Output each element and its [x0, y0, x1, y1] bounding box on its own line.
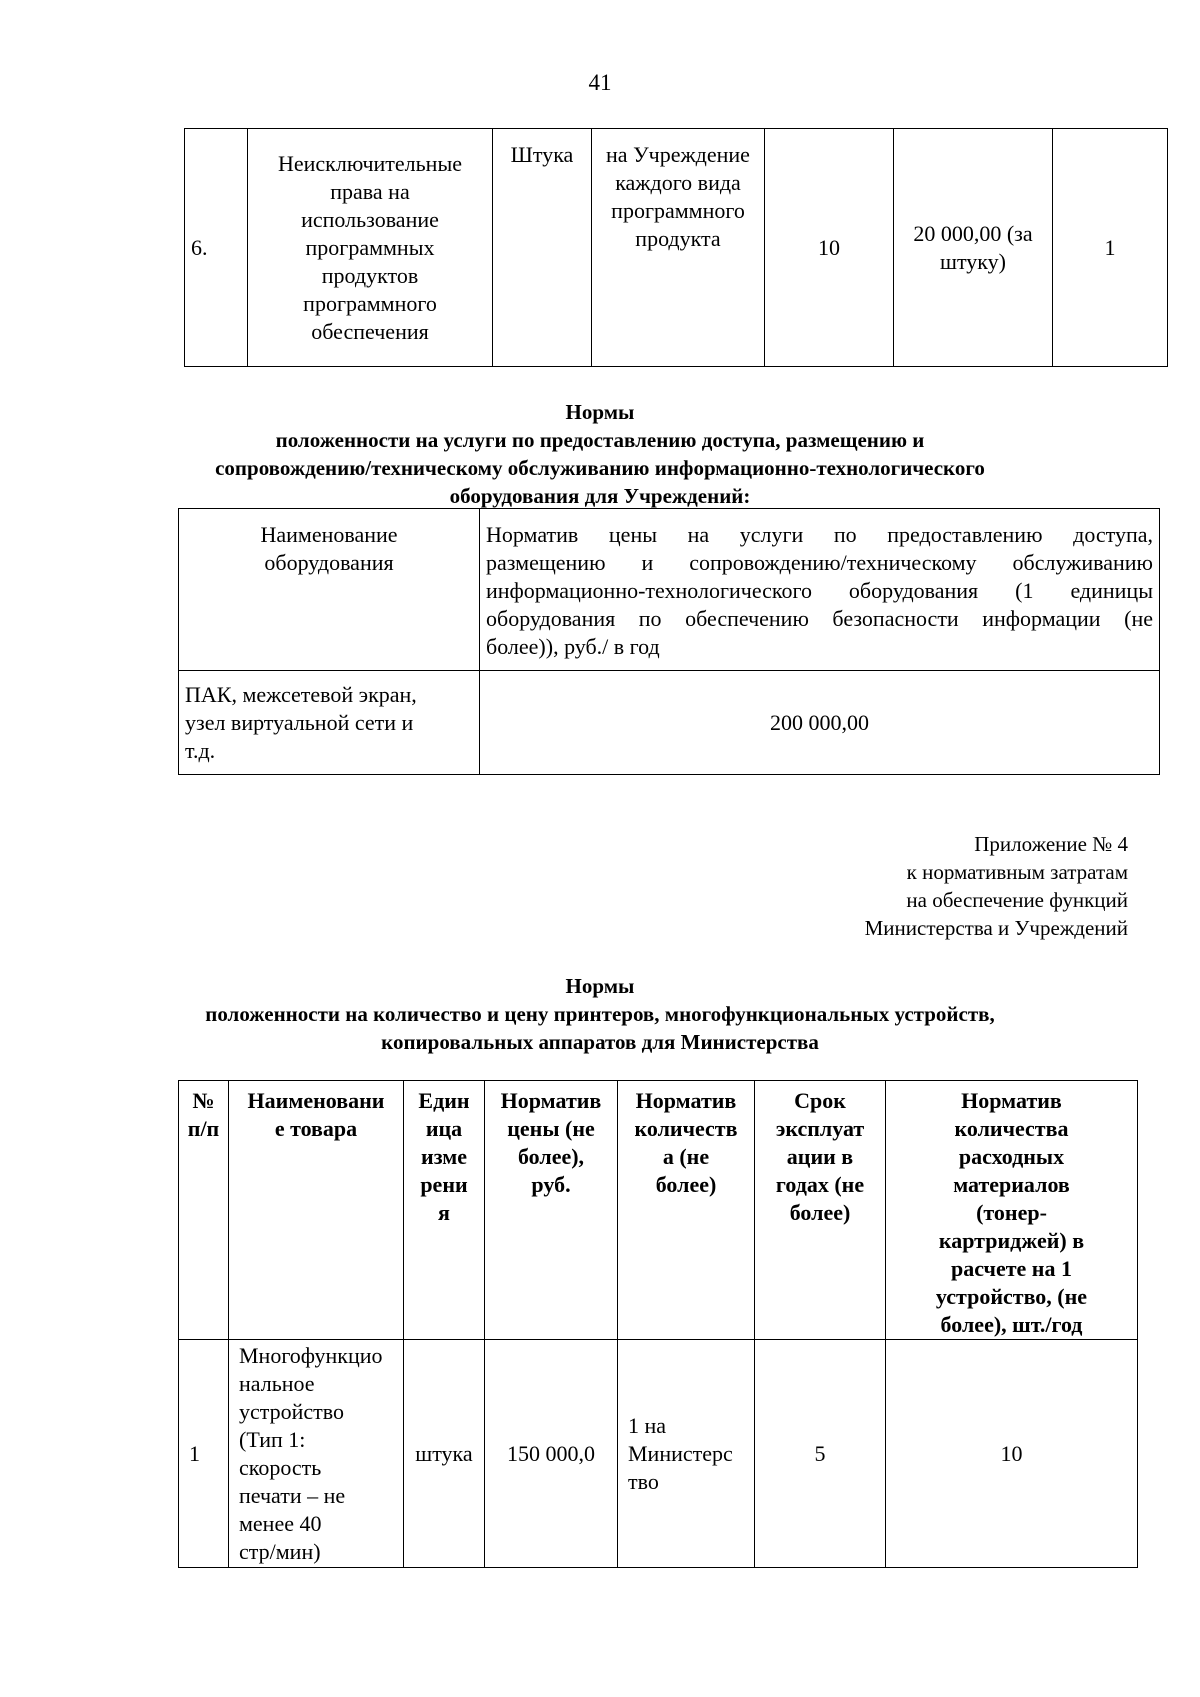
row-number: 6.	[185, 129, 248, 367]
price: 20 000,00 (за штуку)	[894, 129, 1053, 367]
header-quantity-norm: Норматив количеств а (не более)	[618, 1081, 755, 1340]
item-name: Неисключительные права на использование программных продуктов программного обеспечения	[248, 129, 493, 367]
cartridges: 10	[886, 1340, 1138, 1568]
equipment-price: 200 000,00	[480, 671, 1160, 775]
service-life: 5	[755, 1340, 886, 1568]
table-row	[179, 1340, 1138, 1568]
table-row	[179, 671, 1160, 775]
equipment-name: ПАК, межсетевой экран, узел виртуальной сети и т.д.	[179, 671, 480, 775]
unit: Штука	[493, 129, 592, 367]
section3-heading: Нормы положенности на количество и цену принтеров, многофункциональных устройств, копировальных аппаратов для Министерства	[205, 974, 995, 1054]
header-unit: Един ица изме рени я	[404, 1081, 485, 1340]
unit: штука	[404, 1340, 485, 1568]
header-service-life: Срок эксплуат ации в годах (не более)	[755, 1081, 886, 1340]
software-rights-table	[184, 128, 1168, 367]
quantity: 10	[765, 129, 894, 367]
table-header-row	[179, 1081, 1138, 1340]
header-product-name: Наименовани е товара	[229, 1081, 404, 1340]
header-price-norm: Норматив цены (не более), руб.	[485, 1081, 618, 1340]
header-price-norm: Норматив цены на услуги по предоставлению доступа, размещению и сопровождению/техническому обслуживанию информационно-технологического оборудования (1 единицы оборудования по обеспечению безопасности информации (не более)), руб./ в год	[480, 509, 1160, 671]
table-header-row	[179, 509, 1160, 671]
header-equipment-name: Наименование оборудования	[179, 509, 480, 671]
term: 1	[1053, 129, 1168, 367]
price: 150 000,0	[485, 1340, 618, 1568]
equipment-service-table	[178, 508, 1160, 775]
printers-norms-table	[178, 1080, 1138, 1568]
appendix-note: Приложение № 4 к нормативным затратам на обеспечение функций Министерства и Учреждений	[864, 832, 1128, 940]
quantity: 1 на Министерс тво	[618, 1340, 755, 1568]
section2-heading: Нормы положенности на услуги по предоставлению доступа, размещению и сопровождению/техническому обслуживанию информационно-технологического оборудования для Учреждений:	[215, 400, 985, 508]
basis: на Учреждение каждого вида программного продукта	[592, 129, 765, 367]
table-row	[185, 129, 1168, 367]
header-cartridges-norm: Норматив количества расходных материалов (тонер- картриджей) в расчете на 1 устройство, (не более), шт./год	[886, 1081, 1138, 1340]
row-number: 1	[179, 1340, 229, 1568]
header-number: № п/п	[179, 1081, 229, 1340]
page-number: 41	[588, 70, 612, 95]
product-name: Многофункцио нальное устройство (Тип 1: скорость печати – не менее 40 стр/мин)	[229, 1340, 404, 1568]
